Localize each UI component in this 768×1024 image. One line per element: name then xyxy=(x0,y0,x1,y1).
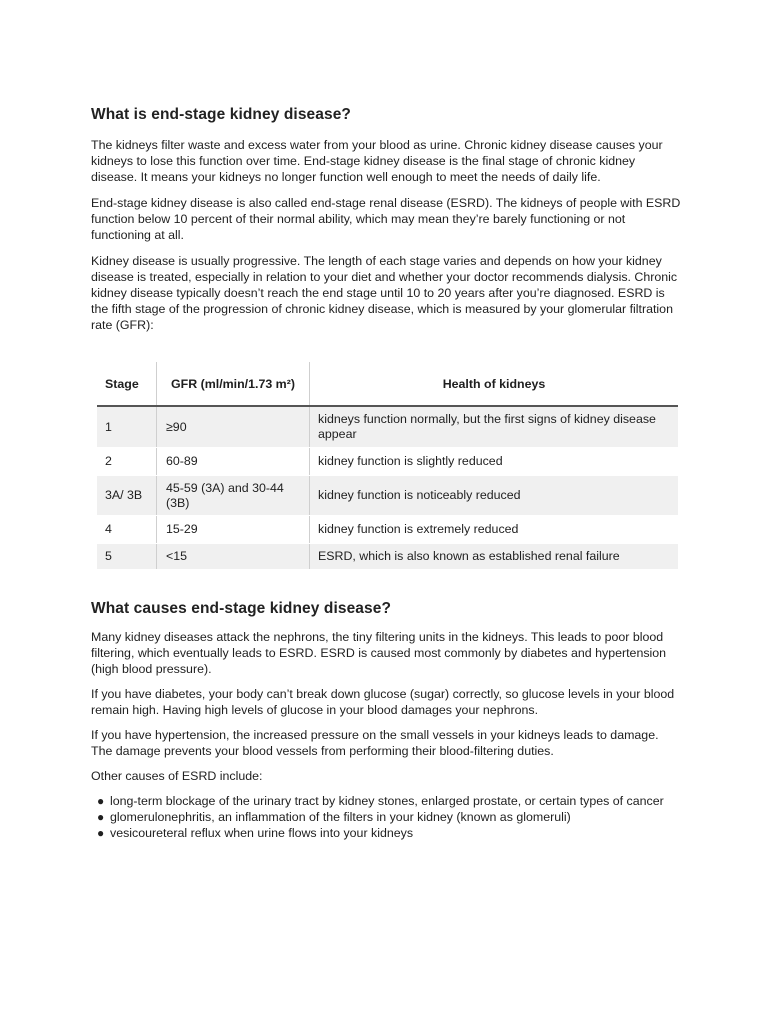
list-item-text: glomerulonephritis, an inflammation of the filters in your kidney (known as glomeruli) xyxy=(110,810,571,824)
heading-what-is-esrd: What is end-stage kidney disease? xyxy=(91,106,351,123)
cell-gfr: <15 xyxy=(157,544,310,570)
paragraph-progressive: Kidney disease is usually progressive. The length of each stage varies and depends on how your kidney disease is treated, especially in relation to your diet and whether your doctor recommends dialysis. Chronic kidney disease typically doesn’t reach the end stage until 10 to 20 years after you’re diagnosed. ESRD is the fifth stage of the progression of chronic kidney disease, which is measured by your glomerular filtration rate (GFR): xyxy=(91,254,678,332)
header-health: Health of kidneys xyxy=(310,362,679,406)
heading-causes-esrd: What causes end-stage kidney disease? xyxy=(91,600,392,617)
cell-stage: 1 xyxy=(97,406,157,448)
section-what-is xyxy=(91,106,681,333)
cell-stage: 3A/ 3B xyxy=(97,476,157,516)
paragraph-other-causes: Other causes of ESRD include: xyxy=(91,769,263,783)
cell-stage: 4 xyxy=(97,516,157,544)
bullet-icon: ● xyxy=(97,794,105,808)
paragraph-diabetes: If you have diabetes, your body can’t break down glucose (sugar) correctly, so glucose levels in your blood remain high. Having high levels of glucose in your blood damages your nephrons. xyxy=(91,687,675,717)
table-row xyxy=(97,516,678,544)
gfr-stages-table xyxy=(97,362,678,570)
cell-gfr: 60-89 xyxy=(157,448,310,476)
paragraph-hypertension: If you have hypertension, the increased pressure on the small vessels in your kidneys leads to damage. The damage prevents your blood vessels from performing their blood-filtering duties. xyxy=(91,728,659,758)
bullet-icon: ● xyxy=(97,810,105,824)
paragraph-kidneys-filter: The kidneys filter waste and excess water from your blood as urine. Chronic kidney disease causes your kidneys to lose this function over time. End-stage kidney disease is the final stage of chronic kidney disease. It means your kidneys no longer function well enough to meet the needs of daily life. xyxy=(91,138,663,184)
cell-health: kidney function is extremely reduced xyxy=(310,516,679,544)
cell-health: kidney function is noticeably reduced xyxy=(310,476,679,516)
list-item xyxy=(97,809,681,825)
cell-stage: 2 xyxy=(97,448,157,476)
bullet-icon: ● xyxy=(97,826,105,840)
cell-health: kidney function is slightly reduced xyxy=(310,448,679,476)
paragraph-nephrons: Many kidney diseases attack the nephrons, the tiny filtering units in the kidneys. This leads to poor blood filtering, which eventually leads to ESRD. ESRD is caused most commonly by diabetes and hypertension (high blood pressure). xyxy=(91,630,667,676)
table-row xyxy=(97,476,678,516)
paragraph-also-called-esrd: End-stage kidney disease is also called end-stage renal disease (ESRD). The kidneys of people with ESRD function below 10 percent of their normal ability, which may mean they’re barely functioning or not functioning at all. xyxy=(91,196,681,242)
list-item-text: vesicoureteral reflux when urine flows into your kidneys xyxy=(110,826,414,840)
list-item-text: long-term blockage of the urinary tract by kidney stones, enlarged prostate, or certain types of cancer xyxy=(110,794,664,808)
cell-gfr: ≥90 xyxy=(157,406,310,448)
header-stage: Stage xyxy=(97,362,157,406)
table-header-row xyxy=(97,362,678,406)
section-causes xyxy=(91,600,681,841)
cell-stage: 5 xyxy=(97,544,157,570)
table-row xyxy=(97,544,678,570)
table-row xyxy=(97,448,678,476)
list-item xyxy=(97,793,681,809)
cell-health: ESRD, which is also known as established renal failure xyxy=(310,544,679,570)
header-gfr: GFR (ml/min/1.73 m²) xyxy=(157,362,310,406)
cell-health: kidneys function normally, but the first signs of kidney disease appear xyxy=(310,406,679,448)
causes-list xyxy=(91,793,681,841)
table-row xyxy=(97,406,678,448)
list-item xyxy=(97,825,681,841)
cell-gfr: 15-29 xyxy=(157,516,310,544)
cell-gfr: 45-59 (3A) and 30-44 (3B) xyxy=(157,476,310,516)
